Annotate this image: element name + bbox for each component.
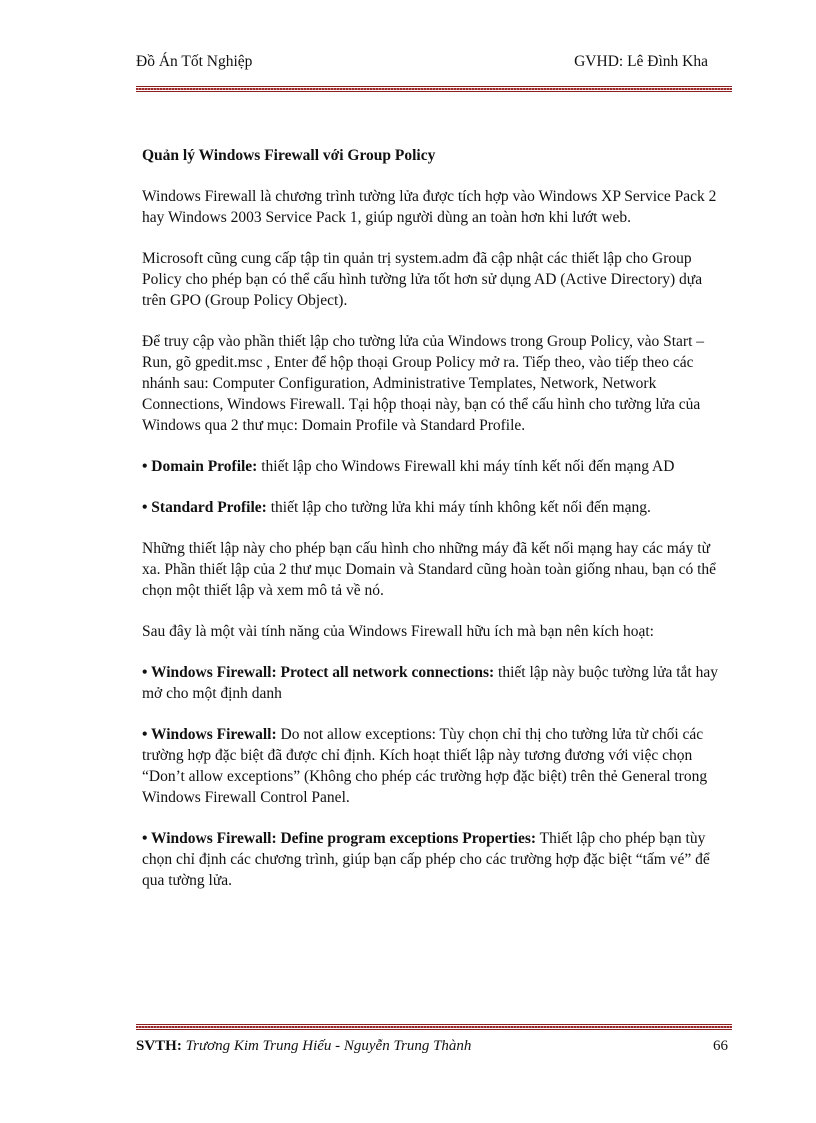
bullet-label: • Standard Profile:: [142, 499, 267, 516]
paragraph-gpedit: Để truy cập vào phần thiết lập cho tường lửa của Windows trong Group Policy, vào Start – Run, gõ gpedit.msc , Enter để hộp thoại Group Policy mở ra. Tiếp theo, vào tiếp theo các nhánh sau: Computer Configuration, Administrative Templates, Network, Network Connections, Windows Firewall. Tại hộp thoại này, bạn có thể cấu hình cho tường lửa của Windows qua 2 thư mục: Domain Profile và Standard Profile.: [142, 333, 705, 434]
footer-label: SVTH:: [136, 1038, 182, 1054]
bullet-label: • Windows Firewall: Define program exceptions Properties:: [142, 830, 537, 847]
bullet-text: thiết lập cho tường lửa khi máy tính không kết nối đến mạng.: [266, 499, 651, 516]
bullet-text: Do not allow exceptions: Tùy chọn chỉ thị cho tường lửa từ chối các trường hợp đặc biệt đã được chỉ định. Kích hoạt thiết lập này tương đương với việc chọn “Don’t allow exceptions” (Không cho phép các trường hợp đặc biệt) trên thẻ General trong Windows Firewall Control Panel.: [142, 726, 708, 806]
page-footer: [136, 1036, 730, 1056]
bullet-no-exceptions: [142, 724, 728, 808]
header-rule: [136, 86, 732, 92]
bullet-standard-profile: [142, 497, 728, 518]
bullet-domain-profile: [142, 456, 728, 477]
section-title: Quản lý Windows Firewall với Group Policy: [142, 147, 436, 164]
paragraph-features: Sau đây là một vài tính năng của Windows Firewall hữu ích mà bạn nên kích hoạt:: [142, 623, 654, 640]
bullet-label: • Windows Firewall:: [142, 726, 277, 743]
bullet-text: thiết lập này buộc tường lửa tắt hay mở cho một định danh: [142, 664, 718, 702]
bullet-protect-all: [142, 662, 728, 704]
bullet-text: thiết lập cho Windows Firewall khi máy tính kết nối đến mạng AD: [257, 458, 675, 475]
page-body: [142, 145, 728, 911]
bullet-label: • Domain Profile:: [142, 458, 258, 475]
header-advisor: GVHD: Lê Đình Kha: [574, 53, 708, 70]
footer-authors: Trương Kim Trung Hiếu - Nguyễn Trung Thành: [181, 1038, 472, 1054]
bullet-program-exceptions: [142, 828, 728, 891]
bullet-label: • Windows Firewall: Protect all network connections:: [142, 664, 495, 681]
paragraph-system-adm: Microsoft cũng cung cấp tập tin quản trị system.adm đã cập nhật các thiết lập cho Group Policy cho phép bạn có thể cấu hình tường lửa tốt hơn sử dụng AD (Active Directory) dựa trên GPO (Group Policy Object).: [142, 250, 703, 309]
footer-rule: [136, 1024, 732, 1030]
header-title: Đồ Án Tốt Nghiệp: [136, 53, 253, 70]
page-number: 66: [713, 1038, 728, 1054]
paragraph-settings: Những thiết lập này cho phép bạn cấu hình cho những máy đã kết nối mạng hay các máy từ xa. Phần thiết lập của 2 thư mục Domain và Standard cũng hoàn toàn giống nhau, bạn có thể chọn một thiết lập và xem mô tả về nó.: [142, 540, 717, 599]
bullet-text: Thiết lập cho phép bạn tùy chọn chỉ định các chương trình, giúp bạn cấp phép cho các trường hợp đặc biệt “tấm vé” để qua tường lửa.: [142, 830, 710, 889]
paragraph-intro: Windows Firewall là chương trình tường lửa được tích hợp vào Windows XP Service Pack 2 hay Windows 2003 Service Pack 1, giúp người dùng an toàn hơn khi lướt web.: [142, 188, 717, 226]
